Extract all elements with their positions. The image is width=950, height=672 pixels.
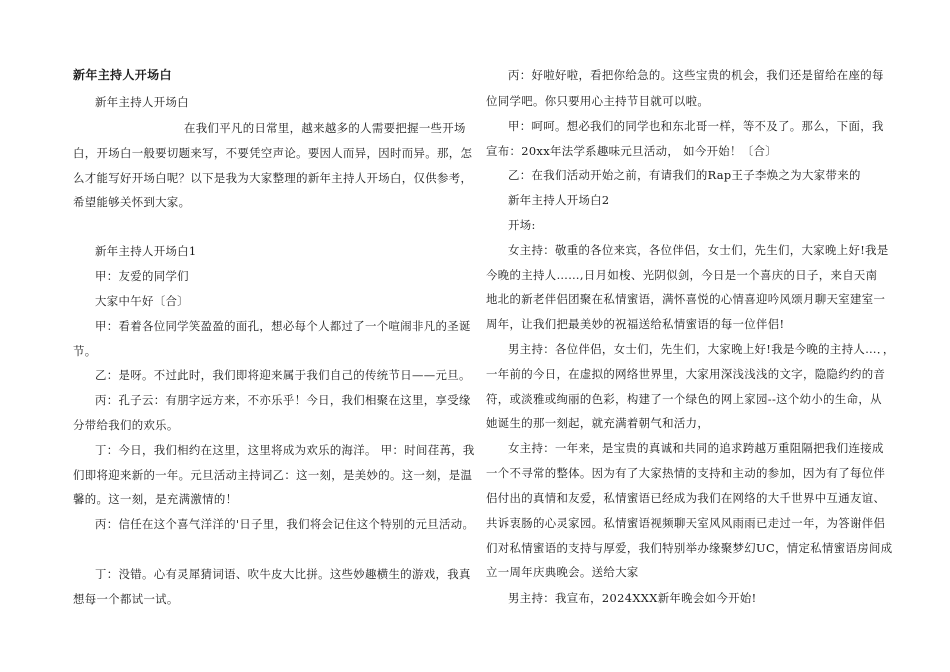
paragraph-line: 宣布：20xx年法学系趣味元旦活动， 如今开始！〔合〕 xyxy=(486,144,778,158)
paragraph-line: 乙：是呀。不过此时，我们即将迎来属于我们自己的传统节日——元旦。 xyxy=(95,368,471,382)
paragraph-line: 符，或淡雅或绚丽的色彩，构建了一个绿色的网上家园--这个幼小的生命，从 xyxy=(486,392,882,406)
subtitle: 新年主持人开场白 xyxy=(95,95,189,109)
paragraph-line: 丁：今日，我们相约在这里，这里将成为欢乐的海洋。 甲：时间荏苒，我 xyxy=(95,443,475,457)
paragraph-line: 周年，让我们把最美妙的祝福送给私情蜜语的每一位伴侣! xyxy=(486,317,785,331)
paragraph-line: 想每一个都试一试。 xyxy=(73,592,179,606)
paragraph-line: 大家中午好〔合〕 xyxy=(95,294,189,308)
paragraph-line: 丙：孔子云：有朋字远方来，不亦乐乎！今日，我们相聚在这里，享受缘 xyxy=(95,393,471,407)
paragraph-line: 位同学吧。你只要用心主持节目就可以啦。 xyxy=(486,94,710,108)
paragraph-line: 甲：看着各位同学笑盈盈的面孔，想必每个人都过了一个喧闹非凡的圣诞 xyxy=(95,319,471,333)
paragraph-line: 丙：信任在这个喜气洋洋的'日子里，我们将会记住这个特别的元旦活动。 xyxy=(95,517,475,531)
paragraph-line: 共诉衷肠的心灵家园。私情蜜语视频聊天室风风雨雨已走过一年，为答谢伴侣 xyxy=(486,516,886,530)
paragraph-line: 开场: xyxy=(508,218,536,232)
paragraph-line: 她诞生的那一刻起，就充满着朝气和活力， xyxy=(486,416,710,430)
paragraph-line: 希望能够关怀到大家。 xyxy=(73,195,191,209)
paragraph-line: 一个不寻常的整体。因为有了大家热情的支持和主动的参加，因为有了每位伴 xyxy=(486,466,886,480)
paragraph-line: 丙：好啦好啦，看把你给急的。这些宝贵的机会，我们还是留给在座的每 xyxy=(508,68,884,82)
paragraph-line: 在我们平凡的日常里，越来越多的人需要把握一些开场 xyxy=(184,121,466,135)
paragraph-line: 乙：在我们活动开始之前，有请我们的Rap王子李焕之为大家带来的 xyxy=(508,168,861,182)
paragraph-line: 分带给我们的欢乐。 xyxy=(73,418,179,432)
paragraph-line: 一年前的今日，在虚拟的网络世界里，大家用深浅浅浅的文字，隐隐约约的音 xyxy=(486,367,886,381)
paragraph-line: 男主持：我宣布，2024XXX新年晚会如今开始! xyxy=(508,591,757,605)
paragraph-line: 么才能写好开场白呢？以下是我为大家整理的新年主持人开场白，仅供参考， xyxy=(73,171,473,185)
paragraph-line: 立一周年庆典晚会。送给大家 xyxy=(486,565,639,579)
paragraph-line: 们即将迎来新的一年。元旦活动主持词乙：这一刻，是美妙的。这一刻，是温 xyxy=(73,468,473,482)
paragraph-line: 今晚的主持人……,日月如梭、光阴似剑，今日是一个喜庆的日子，来自天南 xyxy=(486,268,878,282)
section-heading: 新年主持人开场白2 xyxy=(508,193,610,207)
paragraph-line: 丁：没错。心有灵犀猜词语、吹牛皮大比拼。这些妙趣横生的游戏，我真 xyxy=(95,567,471,581)
paragraph-line: 节。 xyxy=(73,344,97,358)
paragraph-line: 馨的。这一刻，是充满激情的！ xyxy=(73,492,238,506)
paragraph-line: 侣付出的真情和友爱，私情蜜语已经成为我们在网络的大千世界中互通友谊、 xyxy=(486,491,886,505)
paragraph-line: 地北的新老伴侣团聚在私情蜜语，满怀喜悦的心情喜迎吟风颂月聊天室建室一 xyxy=(486,292,886,306)
paragraph-line: 白，开场白一般要切题来写，不要凭空声论。要因人而异，因时而异。那，怎 xyxy=(73,146,473,160)
paragraph-line: 们对私情蜜语的支持与厚爱，我们特别举办缘聚梦幻UC，情定私情蜜语房间成 xyxy=(486,541,893,555)
paragraph-line: 甲：呵呵。想必我们的同学也和东北哥一样，等不及了。那么，下面，我 xyxy=(508,119,884,133)
paragraph-line: 男主持：各位伴侣，女士们，先生们，大家晚上好!我是今晚的主持人…．， xyxy=(508,342,895,356)
paragraph-line: 女主持：敬重的各位来宾，各位伴侣，女士们，先生们，大家晚上好!我是 xyxy=(508,243,889,257)
paragraph-line: 女主持：一年来，是宝贵的真诚和共同的追求跨越万重阻隔把我们连接成 xyxy=(508,441,884,455)
section-heading: 新年主持人开场白1 xyxy=(95,244,197,258)
document-title: 新年主持人开场白 xyxy=(73,68,172,82)
paragraph-line: 甲：友爱的同学们 xyxy=(95,269,189,283)
